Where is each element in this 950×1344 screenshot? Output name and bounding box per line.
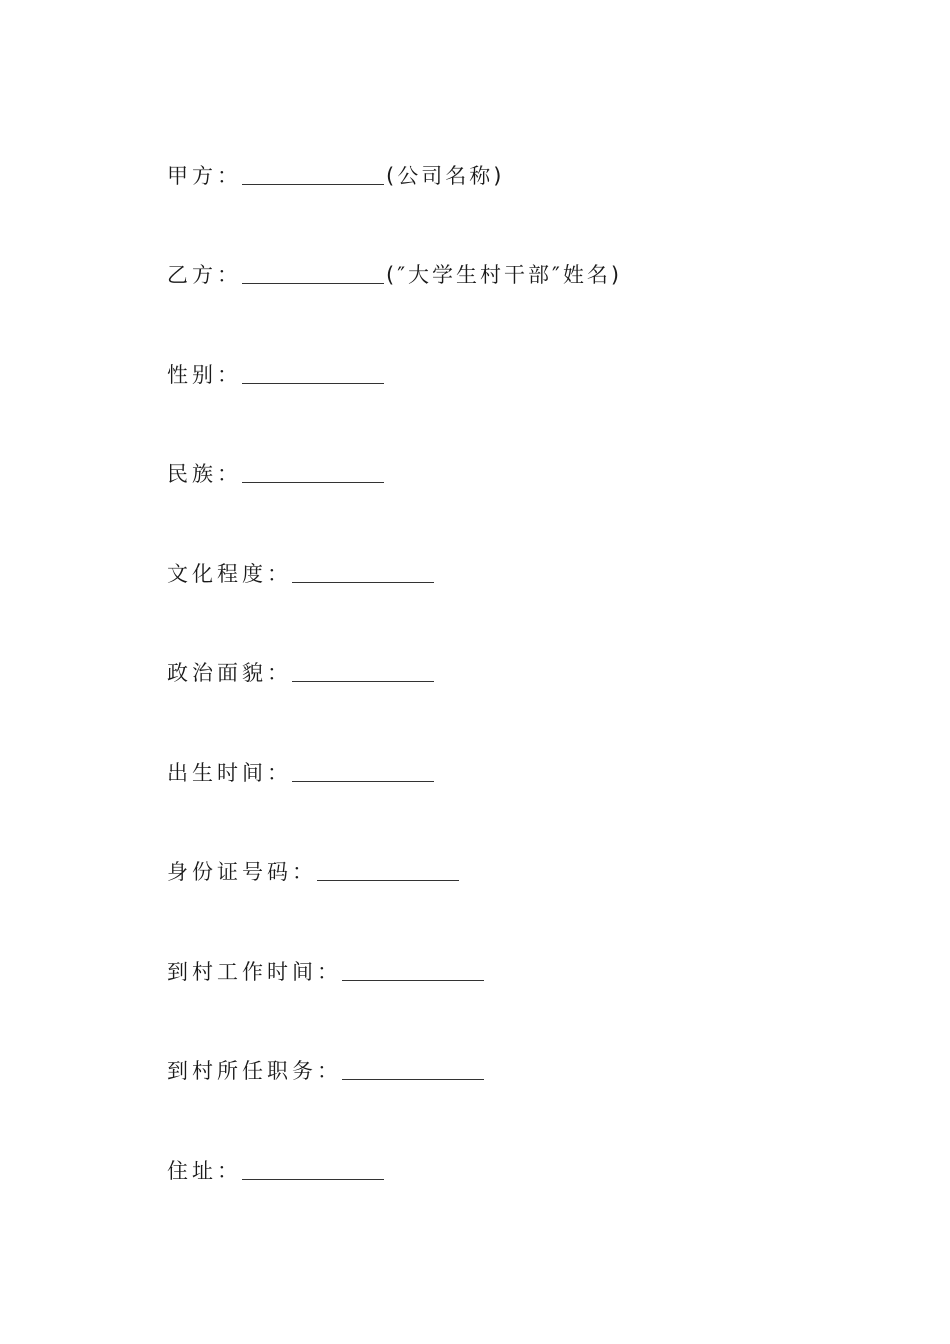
- party-b-blank[interactable]: [242, 261, 384, 284]
- village-position-label: 到村所任职务：: [167, 1059, 342, 1083]
- gender-field: [167, 357, 386, 393]
- gender-label: 性别：: [167, 363, 242, 387]
- birth-date-label: 出生时间：: [167, 761, 292, 785]
- village-position-field: [167, 1053, 486, 1089]
- address-field: [167, 1153, 386, 1189]
- village-start-date-blank[interactable]: [342, 958, 484, 981]
- party-a-blank[interactable]: [242, 162, 384, 185]
- birth-date-field: [167, 755, 436, 791]
- village-position-blank[interactable]: [342, 1057, 484, 1080]
- party-a-field: [167, 158, 504, 194]
- village-start-date-field: [167, 954, 486, 990]
- education-blank[interactable]: [292, 560, 434, 583]
- party-b-field: [167, 257, 622, 293]
- political-status-label: 政治面貌：: [167, 661, 292, 685]
- education-label: 文化程度：: [167, 562, 292, 586]
- gender-blank[interactable]: [242, 361, 384, 384]
- party-a-note: (公司名称): [386, 164, 505, 188]
- village-start-date-label: 到村工作时间：: [167, 960, 342, 984]
- id-number-blank[interactable]: [317, 858, 459, 881]
- political-status-field: [167, 655, 436, 691]
- address-blank[interactable]: [242, 1157, 384, 1180]
- id-number-field: [167, 854, 461, 890]
- birth-date-blank[interactable]: [292, 759, 434, 782]
- address-label: 住址：: [167, 1159, 242, 1183]
- party-a-label: 甲方：: [167, 164, 242, 188]
- ethnicity-blank[interactable]: [242, 460, 384, 483]
- ethnicity-field: [167, 456, 386, 492]
- political-status-blank[interactable]: [292, 659, 434, 682]
- party-b-note: (″大学生村干部″姓名): [386, 263, 623, 287]
- ethnicity-label: 民族：: [167, 462, 242, 486]
- id-number-label: 身份证号码：: [167, 860, 317, 884]
- education-field: [167, 556, 436, 592]
- party-b-label: 乙方：: [167, 263, 242, 287]
